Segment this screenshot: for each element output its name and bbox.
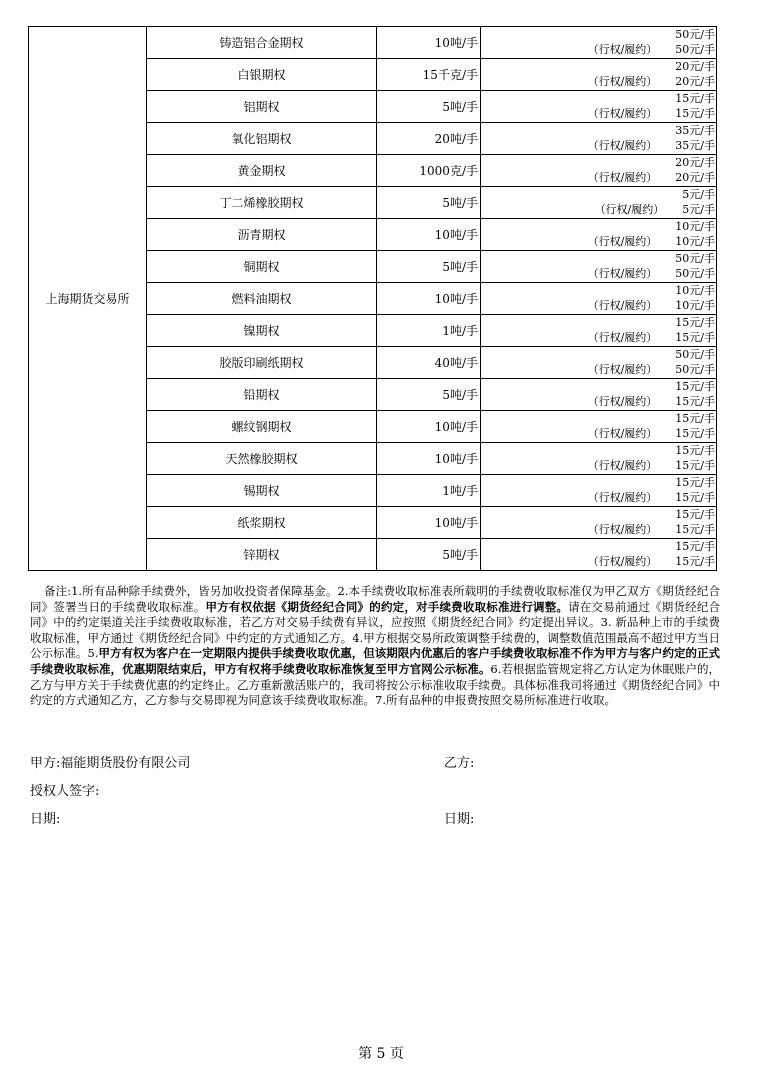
party-a-label: 甲方:福能期货股份有限公司	[30, 756, 191, 771]
fee-cell	[481, 507, 717, 539]
fee-mode-label: （行权/履约）	[587, 363, 658, 376]
fee-top-value: 5元/手	[682, 188, 715, 201]
party-b-label: 乙方:	[444, 756, 475, 771]
remark-text-3: 6.若根据监管规定将乙方认定为休眠账户的，乙方与甲方关于手续费优惠的约定终止。乙方重新激活账户的，我司将按公示标准收取手续费。具体标准我司将通过《期货经纪合同》中约定的方式通知乙方，乙方参与交易即视为同意该手续费收取标准。7.所有品种的申报费按照交易所标准进行收取。	[30, 661, 720, 708]
fee-cell	[481, 27, 717, 59]
contract-unit-cell: 1吨/手	[377, 475, 481, 507]
fee-table	[28, 26, 717, 571]
product-name-cell: 天然橡胶期权	[147, 443, 377, 475]
fee-bottom-value: 5元/手	[682, 203, 715, 216]
fee-cell	[481, 283, 717, 315]
fee-mode-label: （行权/履约）	[587, 555, 658, 568]
product-name-cell: 镍期权	[147, 315, 377, 347]
fee-mode-label: （行权/履约）	[587, 107, 658, 120]
fee-mode-label: （行权/履约）	[587, 331, 658, 344]
product-name-cell: 螺纹钢期权	[147, 411, 377, 443]
authorized-signature-label: 授权人签字:	[30, 784, 100, 799]
contract-unit-cell: 10吨/手	[377, 219, 481, 251]
fee-cell	[481, 315, 717, 347]
fee-mode-label: （行权/履约）	[587, 427, 658, 440]
fee-top-value: 50元/手	[675, 252, 715, 265]
fee-bottom-value: 15元/手	[675, 491, 715, 504]
product-name-cell: 燃料油期权	[147, 283, 377, 315]
fee-top-value: 20元/手	[675, 156, 715, 169]
fee-top-value: 15元/手	[675, 92, 715, 105]
fee-bottom-value: 10元/手	[675, 235, 715, 248]
product-name-cell: 胶版印刷纸期权	[147, 347, 377, 379]
fee-top-value: 50元/手	[675, 28, 715, 41]
fee-top-value: 10元/手	[675, 284, 715, 297]
fee-top-value: 15元/手	[675, 444, 715, 457]
fee-bottom-value: 15元/手	[675, 107, 715, 120]
fee-mode-label: （行权/履约）	[587, 491, 658, 504]
fee-cell	[481, 91, 717, 123]
fee-cell	[481, 379, 717, 411]
remark-bold-2: 甲方有权为客户在一定期限内提供手续费收取优惠，但该期限内优惠后的客户手续费收取标准不作为甲方与客户约定的正式手续费收取标准，优惠期限结束后，甲方有权将手续费收取标准恢复至甲方官网公示标准。	[30, 646, 720, 676]
fee-cell	[481, 347, 717, 379]
fee-mode-label: （行权/履约）	[587, 75, 658, 88]
fee-mode-label: （行权/履约）	[587, 267, 658, 280]
remark-text-1: 备注:1.所有品种除手续费外，皆另加收投资者保障基金。2.本手续费收取标准表所载明的手续费收取标准仅为甲乙双方《期货经纪合同》签署当日的手续费收取标准。	[30, 584, 720, 614]
fee-mode-label: （行权/履约）	[587, 139, 658, 152]
contract-unit-cell: 20吨/手	[377, 123, 481, 155]
contract-unit-cell: 5吨/手	[377, 539, 481, 571]
fee-top-value: 20元/手	[675, 60, 715, 73]
exchange-name-cell: 上海期货交易所	[29, 27, 147, 571]
fee-bottom-value: 10元/手	[675, 299, 715, 312]
fee-bottom-value: 15元/手	[675, 459, 715, 472]
product-name-cell: 铜期权	[147, 251, 377, 283]
fee-cell	[481, 59, 717, 91]
fee-cell	[481, 123, 717, 155]
fee-bottom-value: 50元/手	[675, 267, 715, 280]
fee-bottom-value: 15元/手	[675, 523, 715, 536]
product-name-cell: 氧化铝期权	[147, 123, 377, 155]
party-b-date-label: 日期:	[444, 812, 475, 827]
product-name-cell: 纸浆期权	[147, 507, 377, 539]
contract-unit-cell: 10吨/手	[377, 443, 481, 475]
remark-text-2: 请在交易前通过《期货经纪合同》中的约定渠道关注手续费收取标准，若乙方对交易手续费有异议，应按照《期货经纪合同》约定提出异议。3. 新品种上市的手续费收取标准，甲方通过《期货经纪合同》中约定的方式通知乙方。4.甲方根据交易所政策调整手续费的，调整数值范围最高不超过甲方当日公示标准。5.	[30, 599, 721, 661]
fee-mode-label: （行权/履约）	[587, 395, 658, 408]
fee-mode-label: （行权/履约）	[587, 43, 658, 56]
fee-bottom-value: 50元/手	[675, 43, 715, 56]
remark-bold-1: 甲方有权依据《期货经纪合同》的约定，对手续费收取标准进行调整。	[205, 599, 569, 614]
fee-top-value: 15元/手	[675, 540, 715, 553]
fee-cell	[481, 219, 717, 251]
fee-cell	[481, 411, 717, 443]
remarks-paragraph	[30, 584, 720, 709]
fee-mode-label: （行权/履约）	[587, 523, 658, 536]
fee-mode-label: （行权/履约）	[587, 459, 658, 472]
contract-unit-cell: 5吨/手	[377, 187, 481, 219]
contract-unit-cell: 15千克/手	[377, 59, 481, 91]
fee-top-value: 35元/手	[675, 124, 715, 137]
contract-unit-cell: 1000克/手	[377, 155, 481, 187]
contract-unit-cell: 10吨/手	[377, 27, 481, 59]
contract-unit-cell: 10吨/手	[377, 283, 481, 315]
product-name-cell: 黄金期权	[147, 155, 377, 187]
contract-unit-cell: 40吨/手	[377, 347, 481, 379]
fee-top-value: 15元/手	[675, 380, 715, 393]
product-name-cell: 铝期权	[147, 91, 377, 123]
fee-cell	[481, 475, 717, 507]
fee-top-value: 15元/手	[675, 412, 715, 425]
fee-mode-label: （行权/履约）	[594, 203, 665, 216]
contract-unit-cell: 1吨/手	[377, 315, 481, 347]
fee-bottom-value: 15元/手	[675, 395, 715, 408]
fee-top-value: 15元/手	[675, 508, 715, 521]
fee-cell	[481, 251, 717, 283]
product-name-cell: 锌期权	[147, 539, 377, 571]
contract-unit-cell: 5吨/手	[377, 379, 481, 411]
fee-bottom-value: 15元/手	[675, 427, 715, 440]
party-a-date-label: 日期:	[30, 812, 61, 827]
fee-bottom-value: 15元/手	[675, 331, 715, 344]
fee-bottom-value: 35元/手	[675, 139, 715, 152]
product-name-cell: 丁二烯橡胶期权	[147, 187, 377, 219]
fee-bottom-value: 20元/手	[675, 171, 715, 184]
contract-unit-cell: 10吨/手	[377, 411, 481, 443]
fee-top-value: 15元/手	[675, 476, 715, 489]
product-name-cell: 锡期权	[147, 475, 377, 507]
fee-mode-label: （行权/履约）	[587, 235, 658, 248]
fee-bottom-value: 50元/手	[675, 363, 715, 376]
product-name-cell: 铅期权	[147, 379, 377, 411]
product-name-cell: 沥青期权	[147, 219, 377, 251]
fee-cell	[481, 539, 717, 571]
fee-mode-label: （行权/履约）	[587, 171, 658, 184]
fee-top-value: 50元/手	[675, 348, 715, 361]
fee-bottom-value: 15元/手	[675, 555, 715, 568]
fee-cell	[481, 187, 717, 219]
contract-unit-cell: 5吨/手	[377, 251, 481, 283]
product-name-cell: 白银期权	[147, 59, 377, 91]
fee-top-value: 10元/手	[675, 220, 715, 233]
page-number: 第 5 页	[358, 1046, 404, 1062]
fee-top-value: 15元/手	[675, 316, 715, 329]
contract-unit-cell: 10吨/手	[377, 507, 481, 539]
fee-bottom-value: 20元/手	[675, 75, 715, 88]
fee-cell	[481, 443, 717, 475]
contract-unit-cell: 5吨/手	[377, 91, 481, 123]
fee-mode-label: （行权/履约）	[587, 299, 658, 312]
product-name-cell: 铸造铝合金期权	[147, 27, 377, 59]
fee-cell	[481, 155, 717, 187]
table-row	[29, 27, 717, 59]
